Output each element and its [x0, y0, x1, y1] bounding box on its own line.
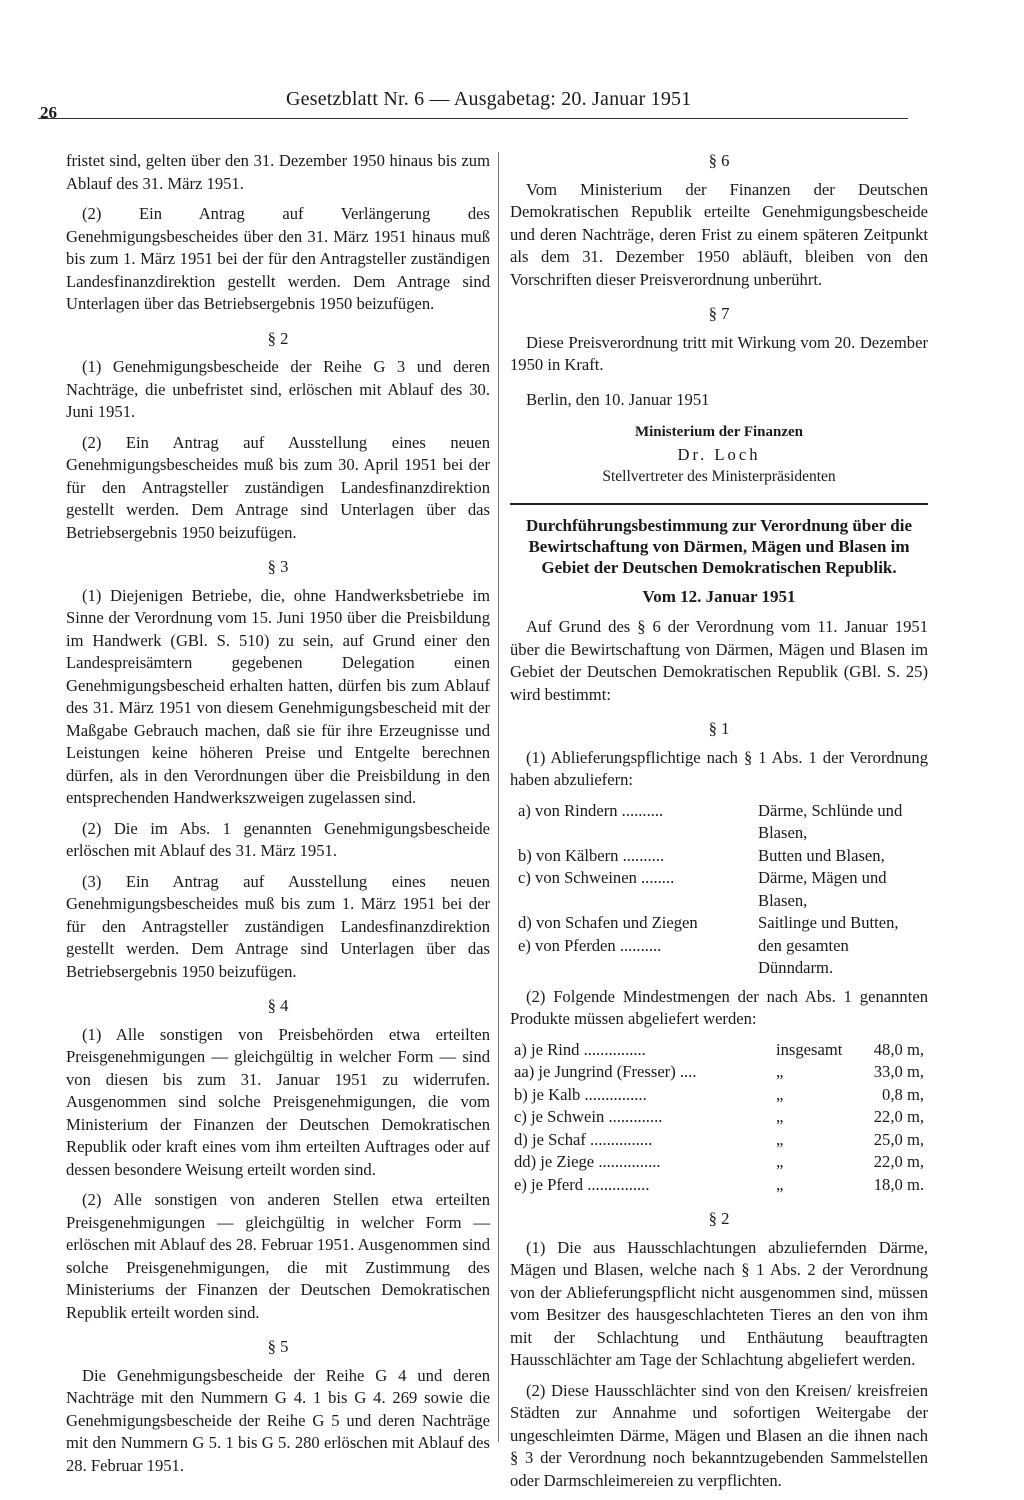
signer-name: Dr. Loch [677, 444, 761, 464]
section-heading: § 2 [708, 1209, 730, 1228]
quantity-amount: 0,8 m, [882, 1084, 924, 1104]
header-rule [38, 118, 908, 119]
paragraph: Vom Ministerium der Finanzen der Deutschen Demokratischen Republik erteilte Genehmigungsbescheide und deren Nachträge, deren Frist zu einem späteren Zeitpunkt als dem 31. Dezember 1950 abläuft, bleiben von den Vorschriften dieser Preisverordnung unberührt. [510, 179, 928, 289]
quantity-label: d) je Schaf ............... [514, 1129, 653, 1149]
paragraph: Die Genehmigungsbescheide der Reihe G 4 und deren Nachträge mit den Nummern G 4. 1 bis G 4. 269 sowie die Genehmigungsbescheide der Reihe G 5 und deren Nachträge mit den Nummern G 5. 1 bis G 5. 280 erlöschen mit Ablauf des 28. Februar 1951. [66, 1365, 490, 1475]
quantity-label: e) je Pferd ............... [514, 1174, 650, 1194]
paragraph: (1) Die aus Hausschlachtungen abzuliefernden Därme, Mägen und Blasen, welche nach § 1 Abs. 2 der Verordnung von der Ablieferungspflicht nicht ausgenommen sind, müssen vom Besitzer des hausgeschlachteten Tieres an den von ihm mit der Schlachtung und Enthäutung beauftragten Hausschlächter am Tage der Schlachtung abgeliefert werden. [510, 1237, 928, 1369]
list-item-value: Därme, Mägen und Blasen, [758, 868, 887, 910]
list-item [510, 800, 928, 845]
paragraph: (2) Die im Abs. 1 genannten Genehmigungsbescheide erlöschen mit Ablauf des 31. März 1951. [66, 818, 490, 860]
quantity-prefix: „ [776, 1129, 784, 1149]
decree-title: Durchführungsbestimmung zur Verordnung über die Bewirtschaftung von Därmen, Mägen und Blasen im Gebiet der Deutschen Demokratischen Republik. [525, 515, 913, 577]
quantity-row [510, 1174, 928, 1197]
list-item-label: b) von Kälbern .......... [518, 845, 665, 865]
quantity-row [510, 1084, 928, 1107]
paragraph: fristet sind, gelten über den 31. Dezember 1950 hinaus bis zum Ablauf des 31. März 1951. [66, 151, 490, 193]
list-item-label: d) von Schafen und Ziegen [518, 913, 698, 932]
quantity-prefix: „ [776, 1174, 784, 1194]
quantity-prefix: „ [776, 1152, 784, 1171]
paragraph: (3) Ein Antrag auf Ausstellung eines neuen Genehmigungsbescheides muß bis zum 1. März 1951 bei der für den Antragsteller zuständigen Landesfinanzdirektion gestellt werden. Dem Antrage sind Unterlagen über das Betriebsergebnis 1950 beizufügen. [66, 871, 490, 981]
paragraph: (2) Diese Hausschlächter sind von den Kreisen/ kreisfreien Städten zur Annahme und sofortigen Weitergabe der ungeschleimten Därme, Mägen und Blasen an die ihnen nach § 3 der Verordnung noch bekanntzugebenden Sammelstellen oder Darmschleimereien zu verpflichten. [510, 1380, 928, 1490]
quantity-prefix: „ [776, 1107, 784, 1126]
paragraph: (1) Diejenigen Betriebe, die, ohne Handwerksbetriebe im Sinne der Verordnung vom 15. Juni 1950 über die Preisbildung im Handwerk (GBl. S. 510) zu sein, auf Grund einer den Landespreisämtern gegebenen Delegation einen Genehmigungsbescheid erhalten hatten, dürfen bis zum Ablauf des 31. März 1951 von diesem Genehmigungsbescheid mit der Maßgabe Gebrauch machen, daß sie für ihre Erzeugnisse und Leistungen keine höheren Preise und Entgelte berechnen dürfen, als in den Verordnungen über die Preisbildung in den entsprechenden Handwerkszweigen zugelassen sind. [66, 585, 490, 807]
quantity-label: b) je Kalb ............... [514, 1084, 647, 1104]
list-item-value: Butten und Blasen, [758, 845, 885, 865]
quantity-prefix: „ [776, 1062, 784, 1081]
paragraph: (2) Alle sonstigen von anderen Stellen etwa erteilten Preisgenehmigungen — gleichgültig in welcher Form — erlöschen mit Ablauf des 28. Februar 1951. Ausgenommen sind solche Preisgenehmigungen, die mit Zustimmung des Ministeriums der Finanzen der Deutschen Demokratischen Republik erteilt worden sind. [66, 1190, 490, 1322]
quantity-amount: 48,0 m, [873, 1039, 924, 1059]
list-item [510, 845, 928, 868]
list-item-value: Därme, Schlünde und Blasen, [758, 800, 903, 842]
left-column [66, 150, 490, 1485]
list-item [510, 935, 928, 980]
place-date: Berlin, den 10. Januar 1951 [526, 389, 710, 409]
paragraph: Diese Preisverordnung tritt mit Wirkung vom 20. Dezember 1950 in Kraft. [510, 332, 928, 374]
page-header: Gesetzblatt Nr. 6 — Ausgabetag: 20. Januar 1951 [286, 88, 692, 110]
decree-date: Vom 12. Januar 1951 [642, 586, 796, 606]
list-item [510, 912, 928, 935]
signer-title: Stellvertreter des Ministerpräsidenten [602, 468, 836, 485]
quantity-amount: 25,0 m, [873, 1129, 924, 1149]
paragraph: (2) Ein Antrag auf Ausstellung eines neuen Genehmigungsbescheides muß bis zum 30. April 1951 bei der für den Antragsteller zuständigen Landesfinanzdirektion gestellt werden. Dem Antrage sind Unterlagen über das Betriebsergebnis 1950 beizufügen. [66, 432, 490, 542]
ministry-name: Ministerium der Finanzen [634, 424, 804, 440]
section-heading: § 2 [267, 328, 289, 348]
quantity-label: dd) je Ziege ............... [514, 1152, 661, 1171]
quantity-row [510, 1061, 928, 1084]
quantity-row [510, 1039, 928, 1062]
list-item-label: a) von Rindern .......... [518, 800, 664, 820]
paragraph: (1) Ablieferungspflichtige nach § 1 Abs. 1 der Verordnung haben abzuliefern: [510, 747, 928, 789]
list-item-label: c) von Schweinen ........ [518, 868, 675, 887]
quantity-amount: 22,0 m, [873, 1107, 924, 1126]
quantity-label: aa) je Jungrind (Fresser) .... [514, 1062, 697, 1081]
quantity-amount: 18,0 m. [873, 1174, 924, 1194]
section-heading: § 3 [267, 557, 289, 576]
section-heading: § 7 [708, 304, 730, 323]
quantity-label: c) je Schwein ............. [514, 1107, 663, 1126]
paragraph: (2) Ein Antrag auf Verlängerung des Genehmigungsbescheides über den 31. März 1951 hinaus muß bis zum 1. März 1951 bei der für den Antragsteller zuständigen Landesfinanzdirektion gestellt werden. Dem Antrage sind Unterlagen über das Betriebsergebnis 1950 beizufügen. [66, 204, 490, 313]
section-heading: § 5 [267, 1337, 289, 1356]
page-number: 26 [40, 103, 57, 122]
quantity-list [510, 1039, 928, 1197]
right-column [510, 150, 928, 1500]
quantity-row [510, 1129, 928, 1152]
list-item-label: e) von Pferden .......... [518, 935, 662, 955]
delivery-list [510, 800, 928, 980]
quantity-prefix: insgesamt [776, 1039, 843, 1059]
section-heading: § 4 [267, 996, 289, 1015]
list-item-value: den gesamten Dünndarm. [758, 935, 849, 977]
section-heading: § 6 [708, 151, 730, 170]
paragraph: (2) Folgende Mindestmengen der nach Abs. 1 genannten Produkte müssen abgeliefert werden: [510, 986, 928, 1028]
quantity-row [510, 1106, 928, 1129]
quantity-amount: 22,0 m, [873, 1152, 924, 1171]
section-rule [510, 503, 928, 505]
list-item-value: Saitlinge und Butten, [758, 913, 899, 932]
quantity-label: a) je Rind ............... [514, 1039, 646, 1059]
paragraph: (1) Alle sonstigen von Preisbehörden etwa erteilten Preisgenehmigungen — gleichgültig in welcher Form — sind von diesen bis zum 31. Januar 1951 zu widerrufen. Ausgenommen sind solche Preisgenehmigungen, die vom Ministerium der Finanzen der Deutschen Demokratischen Republik oder kraft eines vom ihm erteilten Auftrages oder auf dessen besondere Weisung erteilt worden sind. [66, 1024, 490, 1179]
quantity-row [510, 1151, 928, 1174]
list-item [510, 867, 928, 912]
quantity-amount: 33,0 m, [873, 1062, 924, 1081]
section-heading: § 1 [708, 719, 730, 738]
quantity-prefix: „ [776, 1084, 784, 1104]
column-divider [498, 152, 499, 1442]
paragraph: Auf Grund des § 6 der Verordnung vom 11. Januar 1951 über die Bewirtschaftung von Därmen, Mägen und Blasen im Gebiet der Deutschen Demokratischen Republik (GBl. S. 25) wird bestimmt: [510, 617, 928, 704]
paragraph: (1) Genehmigungsbescheide der Reihe G 3 und deren Nachträge, die unbefristet sind, erlöschen mit Ablauf des 30. Juni 1951. [66, 357, 490, 421]
